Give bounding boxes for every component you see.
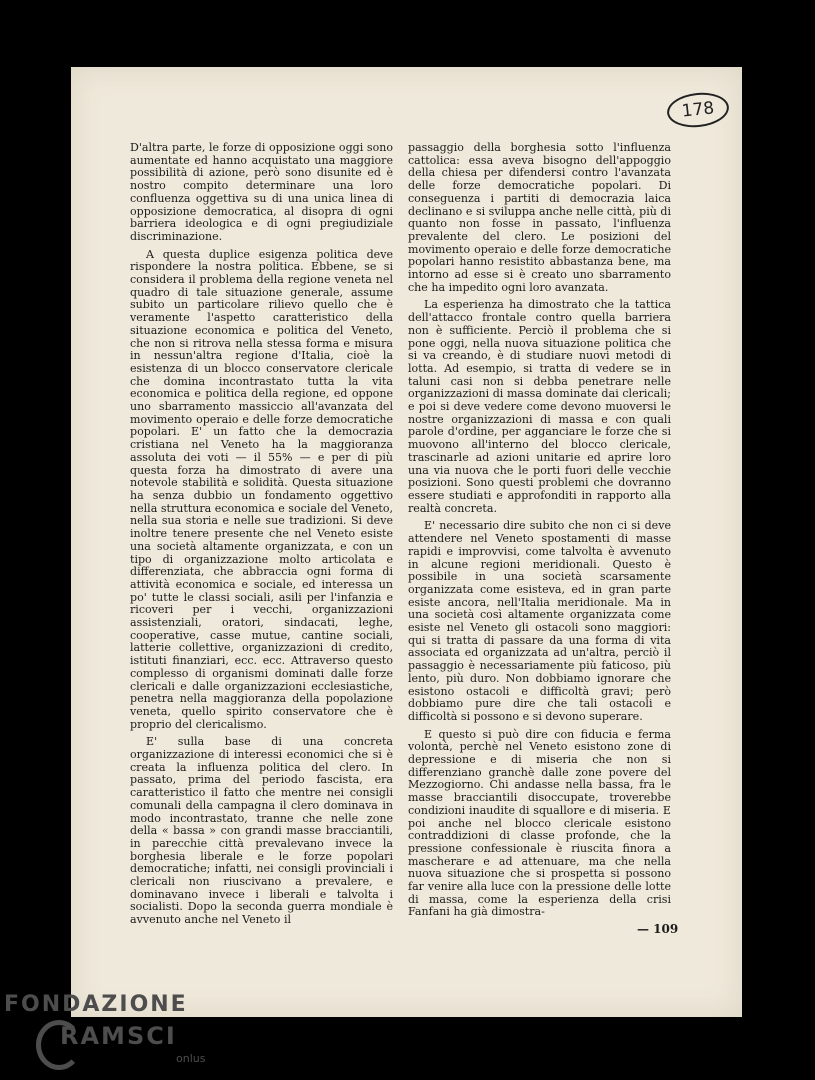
archive-stamp: 178	[665, 90, 730, 130]
paragraph: A questa duplice esigenza politica deve rispondere la nostra politica. Ebbene, se si considera il problema della regione veneta nel quadro di tale situazione generale, assume subito un particolare rilievo quello che è veramente l'aspetto caratteristico della situazione economica e politica del Veneto, che non si ritrova nella stessa forma e misura in nessun'altra regione d'Italia, cioè la esistenza di un blocco conservatore clericale che domina incontrastato tutta la vita economica e politica della regione, ed oppone uno sbarramento massiccio all'avanzata del movimento operaio e delle forze democratiche popolari. E' un fatto che la democrazia cristiana nel Veneto ha la maggioranza assoluta dei voti — il 55% — e per di più questa forza ha dimostrato di avere una notevole stabilità e solidità. Questa situazione ha senza dubbio un fondamento oggettivo nella struttura economica e sociale del Veneto, nella sua storia e nelle sue tradizioni. Si deve inoltre tenere presente che nel Veneto esiste una società altamente organizzata, e con un tipo di organizzazione molto articolata e differenziata, che abbraccia ogni forma di attività economica e sociale, ed interessa un po' tutte le classi sociali, asili per l'infanzia e ricoveri per i vecchi, organizzazioni assistenziali, oratori, sindacati, leghe, cooperative, casse mutue, cantine sociali, latterie collettive, organizzazioni di credito, istituti finanziari, ecc. ecc. Attraverso questo complesso di organismi dominati dalle forze clericali e dalle organizzazioni ecclesiastiche, penetra nella maggioranza della popolazione veneta, quello spirito conservatore che è proprio del clericalismo.	[130, 247, 393, 731]
paragraph: D'altra parte, le forze di opposizione oggi sono aumentate ed hanno acquistato una maggiore possibilità di azione, però sono disunite ed è nostro compito determinare una loro confluenza oggettiva su di una unica linea di opposizione democratica, al disopra di ogni barriera ideologica e di ogni pregiudiziale discriminazione.	[130, 141, 393, 243]
paragraph: E' necessario dire subito che non ci si deve attendere nel Veneto spostamenti di masse rapidi e improvvisi, come talvolta è avvenuto in alcune regioni meridionali. Questo è possibile in una società scarsamente organizzata come esisteva, ed in gran parte esiste ancora, nell'Italia meridionale. Ma in una società così altamente organizzata come esiste nel Veneto gli ostacoli sono maggiori: qui si tratta di passare da una forma di vita associata ed organizzata ad un'altra, perciò il passaggio è necessariamente più faticoso, più lento, più duro. Non dobbiamo ignorare che esistono ostacoli e difficoltà gravi; però dobbiamo pure dire che tali ostacoli e difficoltà si possono e si devono superare.	[408, 519, 671, 723]
paragraph: E questo si può dire con fiducia e ferma volontà, perchè nel Veneto esistono zone di depressione e di miseria che non si differenziano granchè dalle zone povere del Mezzogiorno. Chi andasse nella bassa, fra le masse bracciantili disoccupate, troverebbe condizioni inaudite di squallore e di miseria. E poi anche nel blocco clericale esistono contraddizioni di classe profonde, che la pressione confessionale è riuscita finora a mascherare e ad attenuare, ma che nella nuova situazione che si prospetta si possono far venire alla luce con la pressione delle lotte di massa, come la esperienza della crisi Fanfani ha già dimostra-	[408, 727, 671, 919]
left-text-column	[130, 142, 393, 932]
watermark-onlus: onlus	[176, 1052, 206, 1065]
paragraph: E' sulla base di una concreta organizzazione di interessi economici che si è creata la influenza politica del clero. In passato, prima del periodo fascista, era caratteristico il fatto che mentre nei consigli comunali della campagna il clero dominava in modo incontrastato, tranne che nelle zone della « bassa » con grandi masse bracciantili, in parecchie città prevalevano invece la borghesia liberale e le forze popolari democratiche; infatti, nei consigli provinciali i clericali non riuscivano a prevalere, e dominavano invece i liberali e talvolta i socialisti. Dopo la seconda guerra mondiale è avvenuto anche nel Veneto il	[130, 735, 393, 927]
paragraph: La esperienza ha dimostrato che la tattica dell'attacco frontale contro quella barriera non è sufficiente. Perciò il problema che si pone oggi, nella nuova situazione politica che si va creando, è di studiare nuovi metodi di lotta. Ad esempio, si tratta di vedere se in taluni casi non si debba penetrare nelle organizzazioni di massa dominate dai clericali; e poi si deve vedere come devono muoversi le nostre organizzazioni di massa e con quali parole d'ordine, per agganciare le forze che si muovono all'interno del blocco clericale, trascinarle ad azioni unitarie ed aprire loro una via nuova che le porti fuori delle vecchie posizioni. Sono questi problemi che dovranno essere studiati e approfonditi in rapporto alla realtà concreta.	[408, 298, 671, 515]
document-page	[71, 67, 742, 1017]
paragraph: passaggio della borghesia sotto l'influenza cattolica: essa aveva bisogno dell'appoggio della chiesa per difendersi contro l'avanzata delle forze democratiche popolari. Di conseguenza i partiti di democrazia laica declinano e si sviluppa anche nelle città, più di quanto non fosse in passato, l'influenza prevalente del clero. Le posizioni del movimento operaio e delle forze democratiche popolari hanno resistito abbastanza bene, ma intorno ad esse si è creato uno sbarramento che ha impedito ogni loro avanzata.	[408, 141, 671, 294]
right-text-column	[408, 142, 671, 924]
page-number: — 109	[637, 922, 679, 936]
watermark-gramsci: RAMSCI	[60, 1022, 177, 1050]
watermark-foundation: FONDAZIONE	[4, 992, 188, 1017]
